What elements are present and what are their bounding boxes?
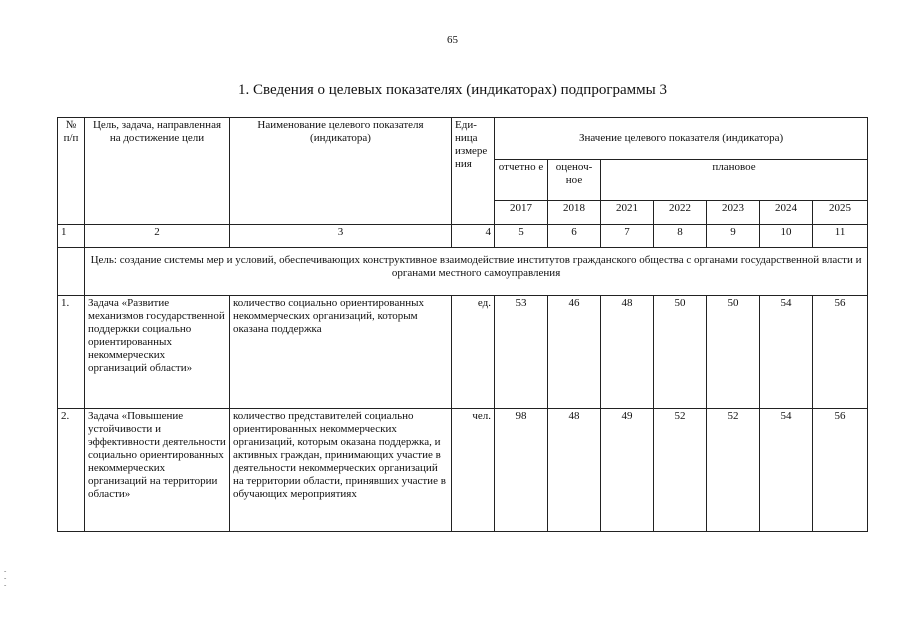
table-row bbox=[58, 296, 868, 409]
row-number: 1. bbox=[58, 296, 85, 409]
header-planned: плановое bbox=[601, 160, 868, 201]
column-numbers-row bbox=[58, 225, 868, 248]
goal-empty-cell bbox=[58, 248, 85, 296]
header-num: № п/п bbox=[58, 118, 85, 225]
value-cell: 54 bbox=[760, 409, 813, 532]
header-value: Значение целевого показателя (индикатора) bbox=[495, 118, 868, 160]
value-cell: 48 bbox=[601, 296, 654, 409]
value-cell: 54 bbox=[760, 296, 813, 409]
value-cell: 46 bbox=[548, 296, 601, 409]
indicators-table bbox=[57, 117, 868, 532]
header-year: 2025 bbox=[813, 201, 868, 225]
value-cell: 52 bbox=[654, 409, 707, 532]
column-number: 11 bbox=[813, 225, 868, 248]
header-year: 2018 bbox=[548, 201, 601, 225]
value-cell: 56 bbox=[813, 409, 868, 532]
column-number: 6 bbox=[548, 225, 601, 248]
table-header-row bbox=[58, 118, 868, 160]
header-year: 2017 bbox=[495, 201, 548, 225]
column-number: 5 bbox=[495, 225, 548, 248]
header-reported: отчетно е bbox=[495, 160, 548, 201]
column-number: 8 bbox=[654, 225, 707, 248]
goal-text: Цель: создание системы мер и условий, обеспечивающих конструктивное взаимодействие институтов гражданского общества с органами государственной власти и органами местного самоуправления bbox=[85, 248, 868, 296]
value-cell: 50 bbox=[707, 296, 760, 409]
column-number: 10 bbox=[760, 225, 813, 248]
task-text: Задача «Развитие механизмов государственной поддержки социально ориентированных некоммерческих организаций области» bbox=[85, 296, 230, 409]
header-year: 2024 bbox=[760, 201, 813, 225]
page-number: 65 bbox=[447, 34, 458, 46]
column-number: 1 bbox=[58, 225, 85, 248]
column-number: 2 bbox=[85, 225, 230, 248]
header-year: 2022 bbox=[654, 201, 707, 225]
column-number: 9 bbox=[707, 225, 760, 248]
header-year: 2021 bbox=[601, 201, 654, 225]
goal-row bbox=[58, 248, 868, 296]
unit-cell: чел. bbox=[452, 409, 495, 532]
header-unit: Еди-ница измере ния bbox=[452, 118, 495, 225]
value-cell: 53 bbox=[495, 296, 548, 409]
indicator-text: количество социально ориентированных некоммерческих организаций, которым оказана поддержка bbox=[230, 296, 452, 409]
header-year: 2023 bbox=[707, 201, 760, 225]
task-text: Задача «Повышение устойчивости и эффективности деятельности социально ориентированных некоммерческих организаций на территории области» bbox=[85, 409, 230, 532]
header-indicator-name: Наименование целевого показателя (индикатора) bbox=[230, 118, 452, 225]
header-goal: Цель, задача, направленная на достижение цели bbox=[85, 118, 230, 225]
document-title: 1. Сведения о целевых показателях (индикаторах) подпрограммы 3 bbox=[238, 82, 667, 98]
value-cell: 50 bbox=[654, 296, 707, 409]
indicator-text: количество представителей социально ориентированных некоммерческих организаций, которым оказана поддержка, и активных граждан, принимающих участие в деятельности некоммерческих организаций на территории области, принявших участие в обучающих мероприятиях bbox=[230, 409, 452, 532]
header-estimated: оценоч-ное bbox=[548, 160, 601, 201]
value-cell: 56 bbox=[813, 296, 868, 409]
unit-cell: ед. bbox=[452, 296, 495, 409]
value-cell: 48 bbox=[548, 409, 601, 532]
table-row bbox=[58, 409, 868, 532]
value-cell: 49 bbox=[601, 409, 654, 532]
scan-margin-marks: - - - bbox=[4, 567, 7, 589]
value-cell: 98 bbox=[495, 409, 548, 532]
row-number: 2. bbox=[58, 409, 85, 532]
column-number: 7 bbox=[601, 225, 654, 248]
column-number: 3 bbox=[230, 225, 452, 248]
column-number: 4 bbox=[452, 225, 495, 248]
value-cell: 52 bbox=[707, 409, 760, 532]
